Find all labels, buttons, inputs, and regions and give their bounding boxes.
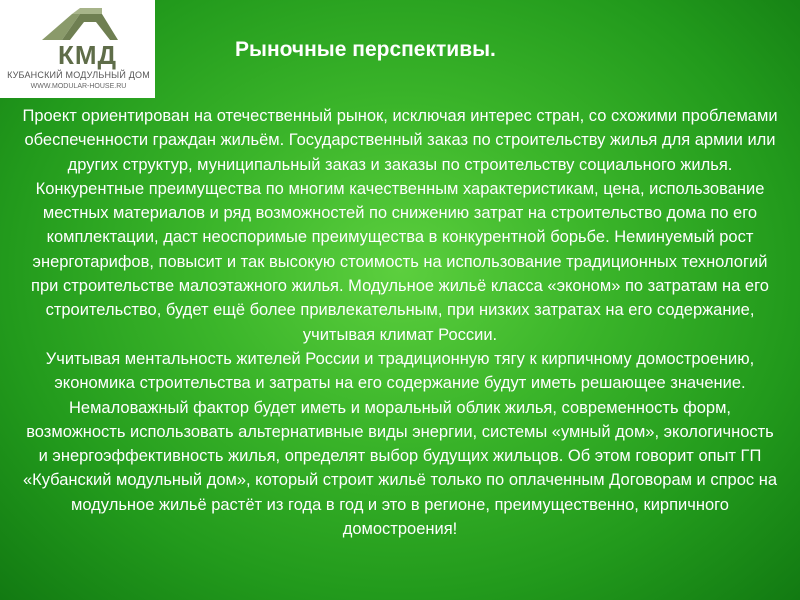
company-logo	[0, 0, 155, 98]
slide-title: Рыночные перспективы.	[235, 38, 496, 61]
house-roof-icon	[40, 8, 120, 42]
paragraph-market: Проект ориентирован на отечественный рынок, исключая интерес стран, со схожими проблемами обеспеченности граждан жильём. Государственный заказ по строительству жилья для армии или других структур, муниципальный заказ и заказы по строительству социального жилья.	[22, 107, 778, 174]
slide-body	[22, 104, 778, 541]
logo-mark: КМД	[58, 40, 118, 70]
logo-url: WWW.MODULAR-HOUSE.RU	[30, 83, 127, 90]
paragraph-mentality: Учитывая ментальность жителей России и традиционную тягу к кирпичному домостроению, экономика строительства и затраты на его содержание будут иметь решающее значение. Немаловажный фактор будет иметь и моральный облик жилья, современность форм, возможность использовать альтернативные виды энергии, системы «умный дом», экологичность и энергоэффективность жилья, определят выбор будущих жильцов. Об этом говорит опыт ГП «Кубанский модульный дом», который строит жильё только по оплаченным Договорам и спрос на модульное жильё растёт из года в год и это в регионе, преимущественно, кирпичного домостроения!	[22, 349, 778, 539]
logo-company-name: КУБАНСКИЙ МОДУЛЬНЫЙ ДОМ	[7, 70, 150, 80]
paragraph-advantages: Конкурентные преимущества по многим качественным характеристикам, цена, использование местных материалов и ряд возможностей по снижению затрат на строительство дома по его комплектации, даст неоспоримые преимущества в конкурентной борьбе. Неминуемый рост энерготарифов, повысит и так высокую стоимость на использование традиционных технологий при строительстве малоэтажного жилья. Модульное жильё класса «эконом» по затратам на его строительство, будет ещё более привлекательным, при низких затратах на его содержание, учитывая климат России.	[31, 179, 769, 344]
